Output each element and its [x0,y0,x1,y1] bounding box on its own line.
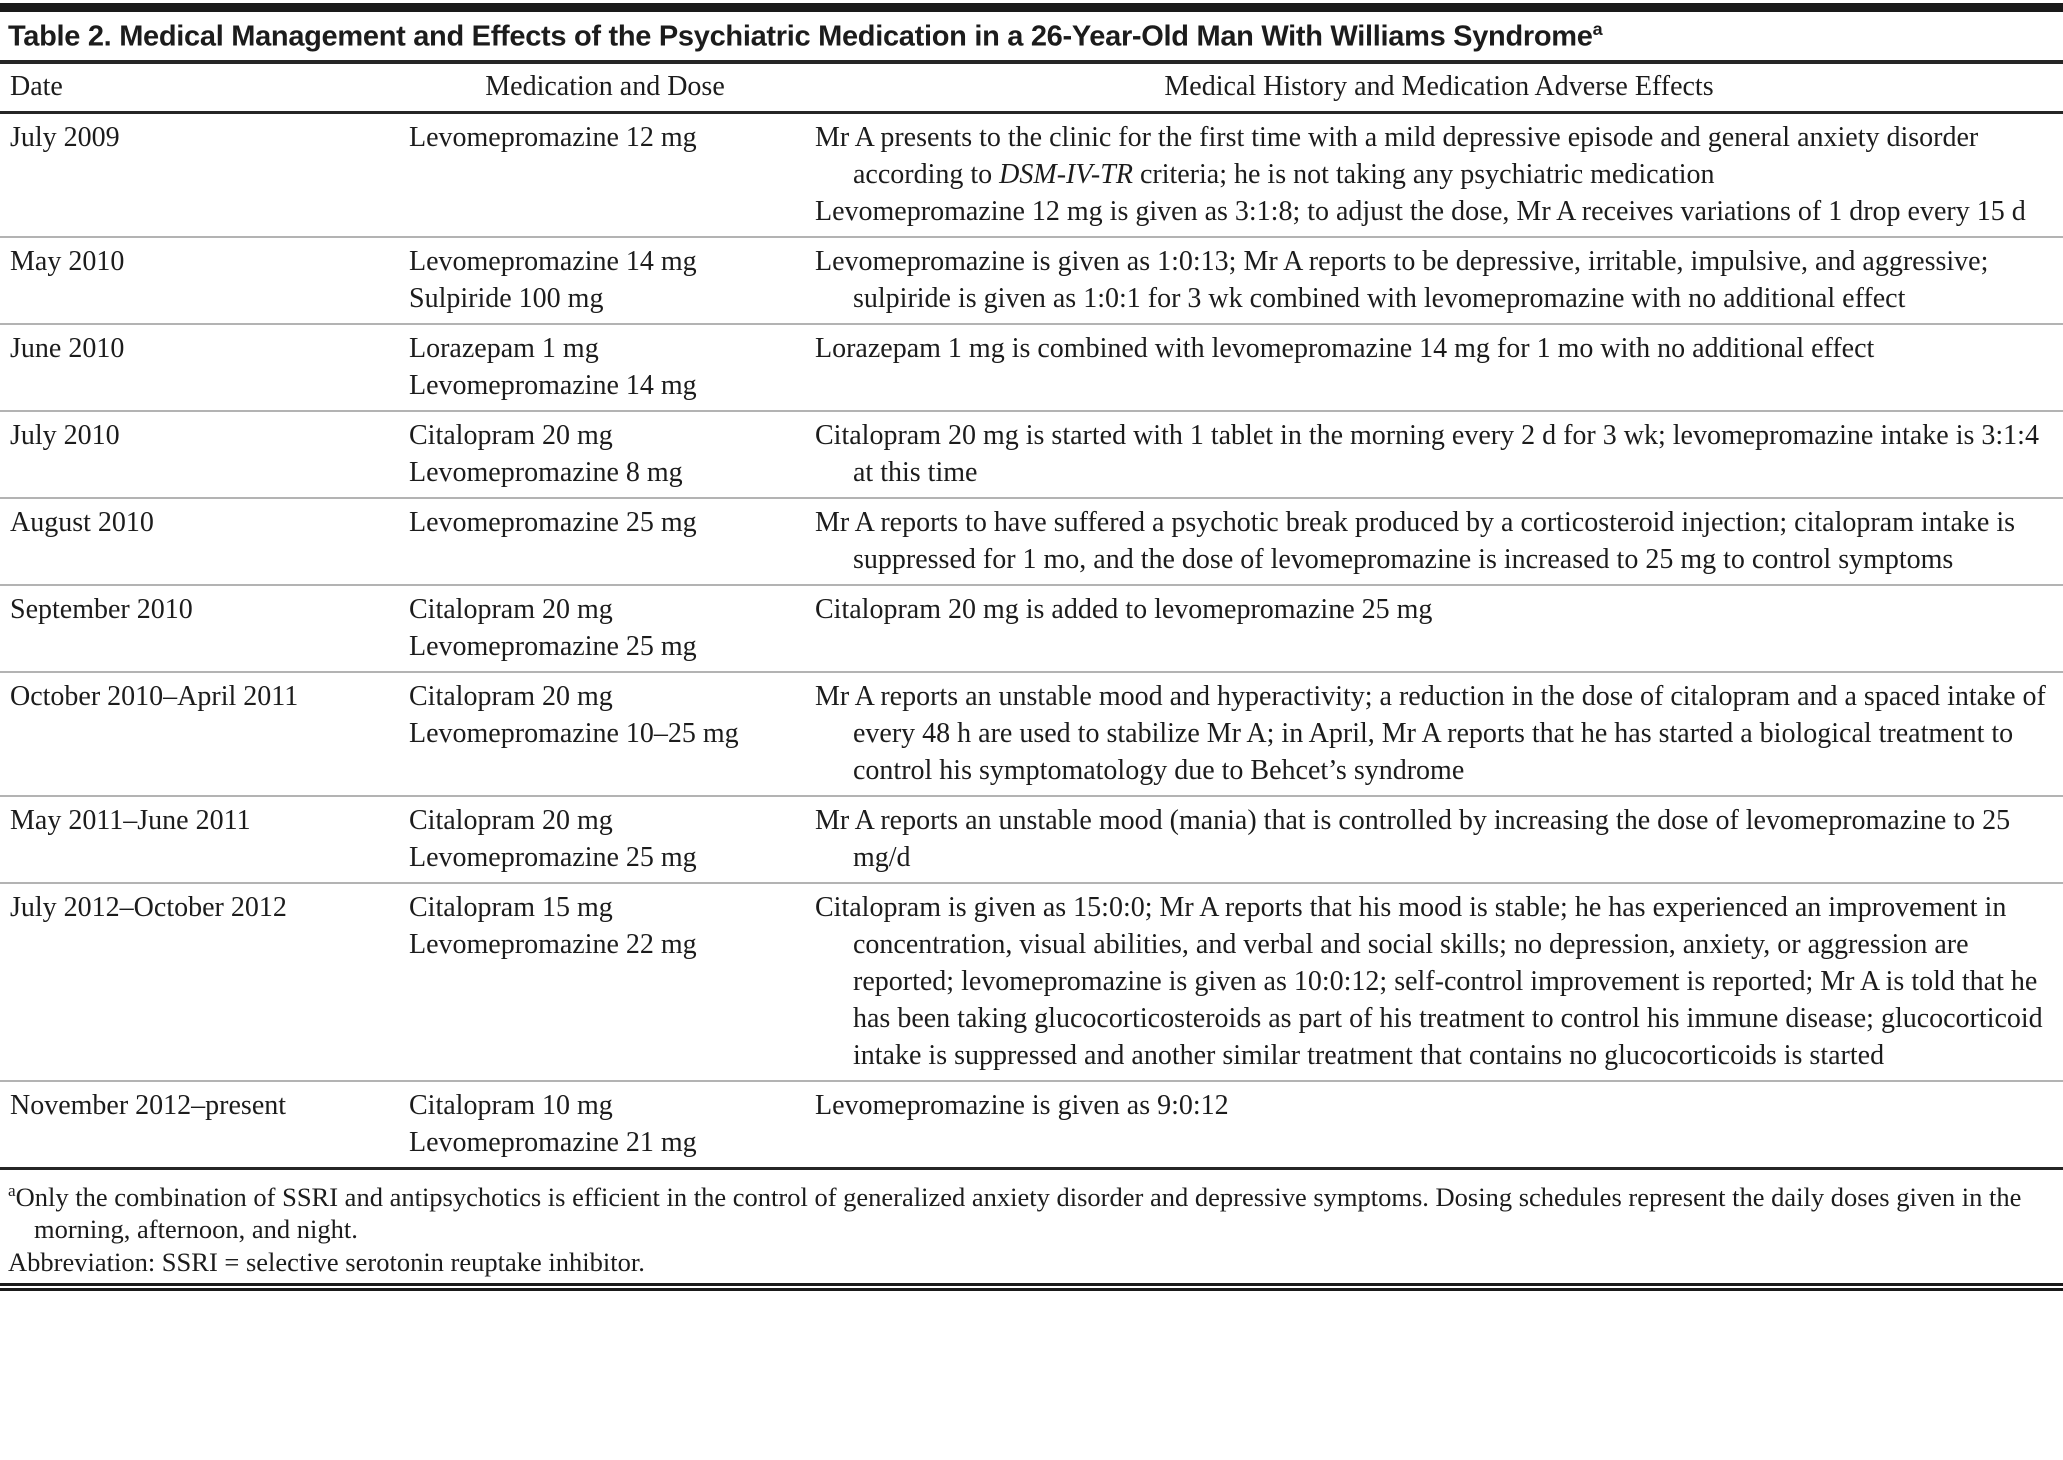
medication-line: Levomepromazine 8 mg [409,456,683,488]
table-row [0,883,2063,1081]
table-row [0,498,2063,585]
date-cell: May 2010 [0,237,395,324]
effects-paragraph [815,678,2049,789]
medication-cell [395,237,815,324]
medication-line: Citalopram 20 mg [409,804,613,836]
date-cell: July 2012–October 2012 [0,883,395,1081]
text-segment: criteria; he is not taking any psychiatric medication [1132,158,1715,190]
effects-cell [815,672,2063,796]
effects-paragraph [815,504,2049,578]
medication-cell [395,585,815,672]
medication-line: Levomepromazine 22 mg [409,928,697,960]
header-row [0,64,2063,113]
italic-term: DSM-IV-TR [999,158,1133,190]
table-title-text: Table 2. Medical Management and Effects of the Psychiatric Medication in a 26-Year-Old Man With Williams Syndrome [8,20,1593,53]
medication-line: Citalopram 15 mg [409,891,613,923]
text-segment: Mr A presents to the clinic for the first time with a mild depressive episode and general anxiety disorder according to [815,121,1979,190]
table-row [0,1081,2063,1167]
medication-line: Levomepromazine 10–25 mg [409,717,739,749]
medication-cell [395,796,815,883]
footnote-a-marker: a [8,1180,16,1200]
date-cell: July 2009 [10,121,120,153]
top-rule [0,3,2063,12]
date-cell: September 2010 [0,585,395,672]
effects-cell [815,324,2063,411]
effects-cell [815,585,2063,672]
text-segment: Mr A reports an unstable mood (mania) that is controlled by increasing the dose of levomepromazine to 25 mg/d [815,804,2011,873]
effects-cell [815,237,2063,324]
medication-line: Citalopram 20 mg [409,680,613,712]
effects-cell [815,112,2063,237]
medication-line: Sulpiride 100 mg [409,282,604,314]
date-cell: August 2010 [0,498,395,585]
medication-cell [395,411,815,498]
effects-paragraph [815,243,2049,317]
effects-paragraph [815,802,2049,876]
date-cell: May 2011–June 2011 [0,796,395,883]
effects-cell [815,883,2063,1081]
date-cell: July 2010 [0,411,395,498]
medication-line: Levomepromazine 25 mg [409,506,697,538]
effects-paragraph [815,119,2049,193]
medication-cell [395,1081,815,1167]
effects-paragraph [815,193,2049,230]
medication-cell [395,112,815,237]
text-segment: Levomepromazine is given as 1:0:13; Mr A reports to be depressive, irritable, impulsive, and aggressive; sulpiride is given as 1:0:1 for 3 wk combined with levomepromazine with no additional effect [815,245,1989,314]
text-segment: Levomepromazine is given as 9:0:12 [815,1089,1229,1121]
effects-cell [815,411,2063,498]
effects-paragraph [815,1087,2049,1124]
text-segment: Mr A reports an unstable mood and hyperactivity; a reduction in the dose of citalopram and a spaced intake of every 48 h are used to stabilize Mr A; in April, Mr A reports that he has started a biological treatment to control his symptomatology due to Behcet’s syndrome [815,680,2046,786]
table-footnotes [0,1167,2063,1284]
medication-line: Levomepromazine 12 mg [409,121,697,153]
medication-line: Levomepromazine 25 mg [409,630,697,662]
effects-cell [815,1081,2063,1167]
effects-cell [815,796,2063,883]
footnote-abbreviation: Abbreviation: SSRI = selective serotonin reuptake inhibitor. [8,1247,645,1278]
column-header-effects: Medical History and Medication Adverse Effects [815,64,2063,113]
text-segment: Citalopram 20 mg is started with 1 tablet in the morning every 2 d for 3 wk; levomepromazine intake is 3:1:4 at this time [815,419,2039,488]
effects-paragraph [815,889,2049,1074]
table-row [0,112,2063,237]
medication-line: Levomepromazine 14 mg [409,369,697,401]
medication-line: Levomepromazine 14 mg [409,245,697,277]
date-cell: June 2010 [0,324,395,411]
table-row [0,237,2063,324]
table-body [0,112,2063,1167]
text-segment: Citalopram is given as 15:0:0; Mr A reports that his mood is stable; he has experienced an improvement in concentration, visual abilities, and verbal and social skills; no depression, anxiety, or aggression are reported; levomepromazine is given as 10:0:12; self-control improvement is reported; Mr A is told that he has been taking glucocorticosteroids as part of his treatment to control his immune disease; glucocorticoid intake is suppressed and another similar treatment that contains no glucocorticoids is started [815,891,2043,1071]
table-title [0,12,2063,64]
column-header-medication: Medication and Dose [395,64,815,113]
medication-cell [395,672,815,796]
medication-cell [395,883,815,1081]
text-segment: Mr A reports to have suffered a psychotic break produced by a corticosteroid injection; citalopram intake is suppressed for 1 mo, and the dose of levomepromazine is increased to 25 mg to control symptoms [815,506,2015,575]
text-segment: Levomepromazine 12 mg is given as 3:1:8; to adjust the dose, Mr A receives variations of 1 drop every 15 d [815,195,2026,227]
effects-paragraph [815,591,2049,628]
text-segment: Lorazepam 1 mg is combined with levomepromazine 14 mg for 1 mo with no additional effect [815,332,1875,364]
medication-cell [395,498,815,585]
text-segment: Citalopram 20 mg is added to levomepromazine 25 mg [815,593,1433,625]
table-row [0,324,2063,411]
bottom-rule [0,1283,2063,1291]
medication-line: Levomepromazine 21 mg [409,1126,697,1158]
date-cell: November 2012–present [0,1081,395,1167]
table-title-footnote-marker: a [1592,19,1603,39]
medication-line: Citalopram 20 mg [409,419,613,451]
table-row [0,585,2063,672]
footnote-a-text: Only the combination of SSRI and antipsychotics is efficient in the control of generalized anxiety disorder and depressive symptoms. Dosing schedules represent the daily doses given in the morning, afternoon, and night. [15,1181,2022,1245]
medication-table [0,64,2063,1167]
medication-line: Levomepromazine 25 mg [409,841,697,873]
table-row [0,411,2063,498]
column-header-date: Date [0,64,395,113]
effects-paragraph [815,417,2049,491]
medication-cell [395,324,815,411]
medication-line: Lorazepam 1 mg [409,332,599,364]
medication-line: Citalopram 20 mg [409,593,613,625]
footnote-a [8,1174,2053,1247]
effects-cell [815,498,2063,585]
date-cell: October 2010–April 2011 [0,672,395,796]
table-row [0,672,2063,796]
effects-paragraph [815,330,2049,367]
medication-line: Citalopram 10 mg [409,1089,613,1121]
table-row [0,796,2063,883]
